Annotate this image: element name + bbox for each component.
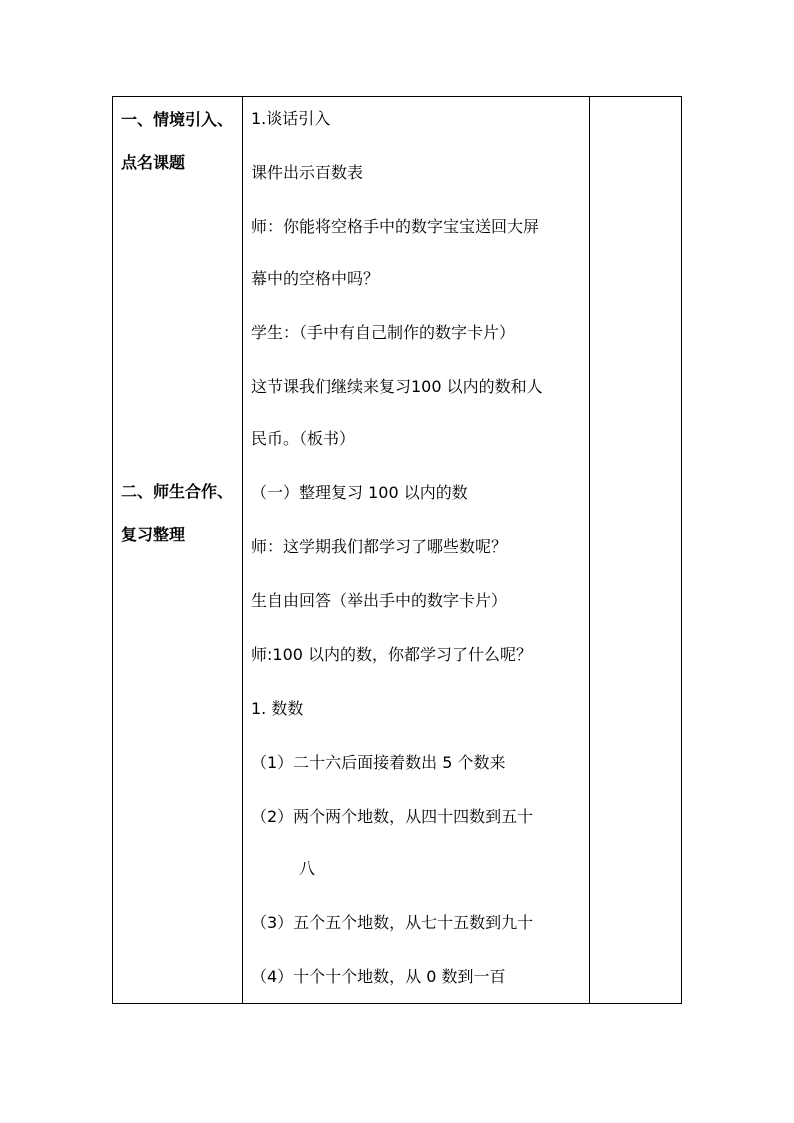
content-line: 师:100 以内的数，你都学习了什么呢？ [251,645,533,664]
column-divider [242,97,243,1003]
content-line: （2）两个两个地数，从四十四数到五十 [251,807,534,826]
column-divider [589,97,590,1003]
content-line: 生自由回答（举出手中的数字卡片） [251,591,508,610]
content-line: 1.谈话引入 [251,109,331,128]
content-line: 这节课我们继续来复习100 以内的数和人 [251,377,543,396]
content-line: 课件出示百数表 [251,163,364,182]
content-line: （1）二十六后面接着数出 5 个数来 [251,753,506,772]
content-line: 师：这学期我们都学习了哪些数呢？ [251,537,508,556]
content-line: （一）整理复习 100 以内的数 [251,483,468,502]
content-line: 幕中的空格中吗？ [251,269,380,288]
section-heading-intro: 一、情境引入、 点名课题 [121,110,234,172]
content-line: 师：你能将空格手中的数字宝宝送回大屏 [251,217,540,236]
content-line: 八 [299,859,316,878]
content-line: （3）五个五个地数，从七十五数到九十 [251,913,534,932]
content-line: （4）十个十个地数，从 0 数到一百 [251,967,506,986]
content-line: 1. 数数 [251,699,304,718]
lesson-plan-table [112,96,682,1004]
teaching-content [251,106,587,990]
content-line: 民币。（板书） [251,429,356,448]
section-heading-review: 二、师生合作、 复习整理 [121,482,234,544]
content-line: 学生：（手中有自己制作的数字卡片） [251,323,516,342]
